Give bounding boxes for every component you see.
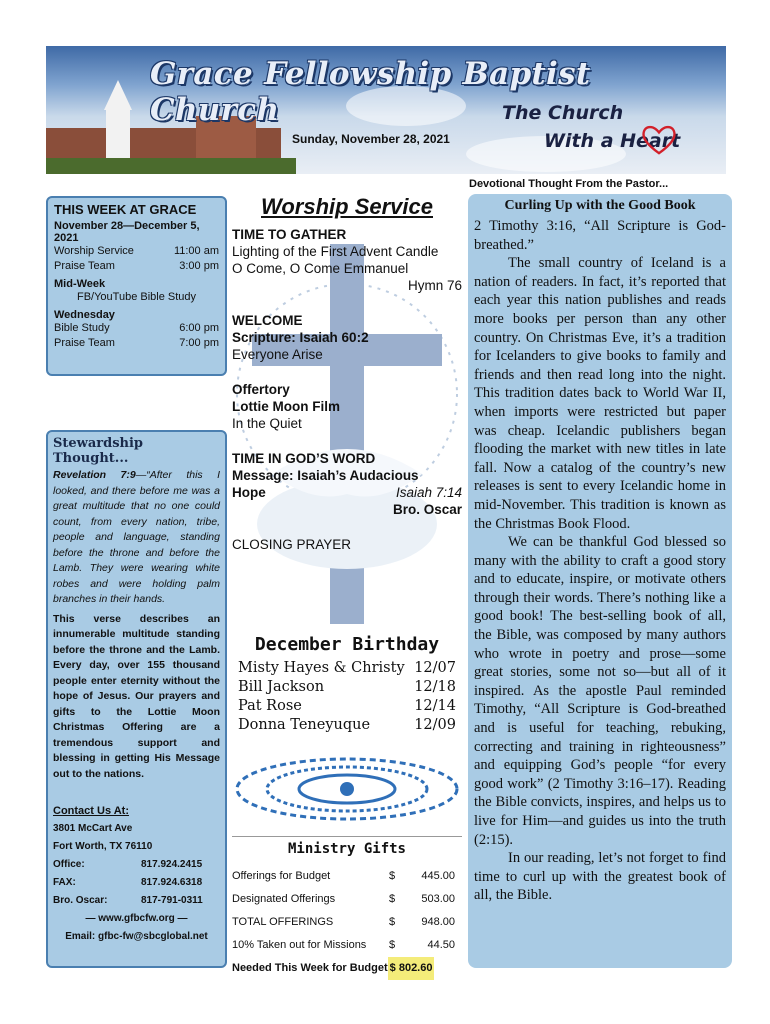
gift-row: [232, 888, 462, 911]
event-name: Bible Study: [54, 322, 110, 334]
spacer: [232, 432, 462, 450]
birthday-row: [232, 716, 462, 735]
contact-row: [53, 874, 220, 892]
gift-label: Designated Offerings: [232, 893, 336, 905]
gift-label: Offerings for Budget: [232, 870, 331, 882]
week-range: November 28—December 5, 2021: [54, 220, 200, 244]
film: Lottie Moon Film: [232, 399, 340, 414]
tagline-line2: With a Heart: [544, 130, 681, 152]
gift-dollar: $: [389, 939, 396, 951]
divider: [232, 836, 462, 837]
birthday-date: 12/14: [414, 698, 456, 714]
birthday-title: December Birthday: [254, 634, 440, 655]
verse-reference: Revelation 7:9: [53, 469, 136, 481]
song-1: Lighting of the First Advent Candle: [232, 244, 439, 259]
message-hope: Hope: [232, 485, 266, 500]
needed-amount: $ 802.60: [388, 957, 435, 980]
midweek-item: FB/YouTube Bible Study: [76, 291, 197, 303]
stewardship-body: This verse describes an innumerable multitude standing before the throne and the Lamb. Every day, over 155 thousand people enter eternity without the hope of Jesus. Our prayers and gifts to the Lottie Moon Christmas Offering are a tremendous support and blessing in getting His Message out to the nations.: [53, 612, 220, 780]
birthday-name: Donna Teneyuque: [238, 717, 371, 733]
devotional-paragraph: The small country of Iceland is a nation of readers. In fact, it’s reported that each year this nation publishes and reads more books per person than any other country. On Christmas Eve, it’s a tradition for Icelanders to give books to family and friends and then read long into the night. This tradition dates back to World War II, when imports were restricted but paper was cheap. Icelandic publishers began flooding the market with new titles in late fall. Now a catalog of the country’s new releases is sent to every Icelandic home in mid-November. This tradition is known as the Christmas Book Flood.: [474, 255, 726, 532]
birthday-name: Misty Hayes & Christy: [238, 660, 405, 676]
birthday-date: 12/09: [414, 717, 456, 733]
gift-amount: 44.50: [427, 939, 455, 951]
event-name: Praise Team: [54, 337, 115, 349]
gift-dollar: $: [389, 870, 396, 882]
tagline-line1: The Church: [502, 102, 624, 124]
contact-row: [53, 892, 220, 910]
email-link[interactable]: Email: gfbc-fw@sbcglobal.net: [65, 931, 208, 942]
gift-dollar: $: [389, 893, 396, 905]
gift-row: [232, 865, 462, 888]
contact-row: [53, 856, 220, 874]
worship-order: [232, 194, 462, 553]
gift-label: TOTAL OFFERINGS: [232, 916, 334, 928]
lawn: [46, 158, 296, 174]
devotional-heading: Devotional Thought From the Pastor...: [469, 178, 669, 190]
schedule-row: [54, 244, 219, 259]
event-time: 11:00 am: [173, 245, 219, 257]
event-time: 6:00 pm: [179, 322, 219, 334]
gift-row: [232, 934, 462, 957]
contact-value: 817-791-0311: [141, 895, 203, 906]
quiet-song: In the Quiet: [232, 416, 302, 431]
header-banner: [46, 46, 726, 174]
time-to-gather: TIME TO GATHER: [232, 227, 347, 242]
event-name: Praise Team: [54, 260, 115, 272]
offertory: Offertory: [232, 382, 290, 397]
schedule-row: [54, 259, 219, 274]
event-name: Worship Service: [54, 245, 134, 257]
welcome: WELCOME: [232, 313, 303, 328]
gift-label: 10% Taken out for Missions: [232, 939, 367, 951]
birthday-name: Pat Rose: [238, 698, 302, 714]
contact-street: 3801 McCart Ave: [53, 823, 133, 834]
needed-row: [232, 957, 462, 980]
birthday-row: [232, 678, 462, 697]
birthday-date: 12/07: [414, 660, 456, 676]
gifts-title: Ministry Gifts: [287, 841, 406, 857]
spacer: [232, 518, 462, 536]
spacer: [232, 363, 462, 381]
contact-value: 817.924.6318: [141, 877, 203, 888]
wednesday-label: Wednesday: [54, 309, 115, 321]
devotional-paragraph: We can be thankful God blessed so many with the ability to craft a good story and to educate, inspire, or motivate others through their words. There’s nothing like a good book! The best-selling book of all, the Bible, was composed by many authors who wrote in poetry and prose—some great stories, some not so—but all of it inspired. As the apostle Paul reminded Timothy, “All Scripture is God-breathed and is useful for teaching, rebuking, correcting and training in righteousness” and equipping God’s people “for every good work” (2 Timothy 3:16–17). Reading the Bible convicts, inspires, and helps us to live for Him—and guides us into the truth (2:15).: [474, 534, 726, 848]
scripture-label: Scripture:: [232, 330, 296, 345]
birthday-row: [232, 697, 462, 716]
stewardship-verse: [53, 468, 220, 608]
spacer: [232, 294, 462, 312]
preacher: Bro. Oscar: [392, 502, 462, 517]
this-week-box: [46, 196, 227, 376]
schedule-row: [54, 336, 219, 351]
steeple-icon: [104, 80, 132, 110]
steeple-tower: [106, 108, 130, 160]
birthday-name: Bill Jackson: [238, 679, 325, 695]
website-link[interactable]: — www.gfbcfw.org —: [85, 913, 188, 924]
event-time: 3:00 pm: [179, 260, 219, 272]
devotional-paragraph: 2 Timothy 3:16, “All Scripture is God-breathed.”: [474, 218, 726, 253]
song-2: O Come, O Come Emmanuel: [232, 261, 409, 276]
event-time: 7:00 pm: [179, 337, 219, 349]
this-week-title: THIS WEEK AT GRACE: [54, 202, 197, 217]
contact-value: 817.924.2415: [141, 859, 203, 870]
scripture-ref: Isaiah 60:2: [299, 330, 369, 345]
message-hope-line: [232, 484, 462, 501]
gift-dollar: $: [389, 916, 396, 928]
birthday-list: [232, 634, 462, 735]
midweek-label: Mid-Week: [54, 278, 106, 290]
contact-label: FAX:: [53, 877, 76, 888]
needed-label: Needed This Week for Budget: [232, 962, 388, 974]
closing-prayer: CLOSING PRAYER: [232, 537, 352, 552]
scripture-line: [232, 329, 462, 346]
worship-title: Worship Service: [261, 194, 433, 219]
devotional-title: Curling Up with the Good Book: [504, 198, 696, 213]
birthday-date: 12/18: [414, 679, 456, 695]
contact-title: Contact Us At:: [53, 805, 129, 817]
devotional-paragraph: In our reading, let’s not forget to find time to curl up with the greatest book of all, the Bible.: [474, 850, 726, 904]
bulletin-date: Sunday, November 28, 2021: [292, 132, 450, 146]
gift-amount: 503.00: [421, 893, 455, 905]
gift-amount: 948.00: [421, 916, 455, 928]
devotional-box: [468, 194, 732, 968]
snowflake-ornament: [234, 754, 460, 824]
verse-text: —“After this I looked, and there before me was a great multitude that no one could count, from every nation, tribe, people and language, standing before the throne and before the Lamb. They were wearing white robes and were holding palm branches in their hands.: [53, 469, 221, 605]
schedule-row: [54, 321, 219, 336]
gods-word: TIME IN GOD’S WORD: [232, 451, 376, 466]
gift-amount: 445.00: [421, 870, 455, 882]
arise-line: Everyone Arise: [232, 347, 323, 362]
birthday-row: [232, 659, 462, 678]
hymn-number: Hymn 76: [407, 278, 462, 293]
heart-icon: [640, 124, 678, 156]
stewardship-title: Stewardship Thought...: [53, 436, 144, 466]
ministry-gifts: [232, 836, 462, 980]
contact-city: Fort Worth, TX 76110: [53, 841, 153, 852]
contact-block: [53, 802, 220, 946]
message-title: Message: Isaiah’s Audacious: [232, 468, 419, 483]
hope-reference: Isaiah 7:14: [395, 485, 462, 500]
gift-row: [232, 911, 462, 934]
stewardship-box: [46, 430, 227, 968]
contact-label: Office:: [53, 859, 85, 870]
contact-label: Bro. Oscar:: [53, 895, 108, 906]
church-name: Grace Fellowship Baptist Church: [150, 56, 591, 128]
